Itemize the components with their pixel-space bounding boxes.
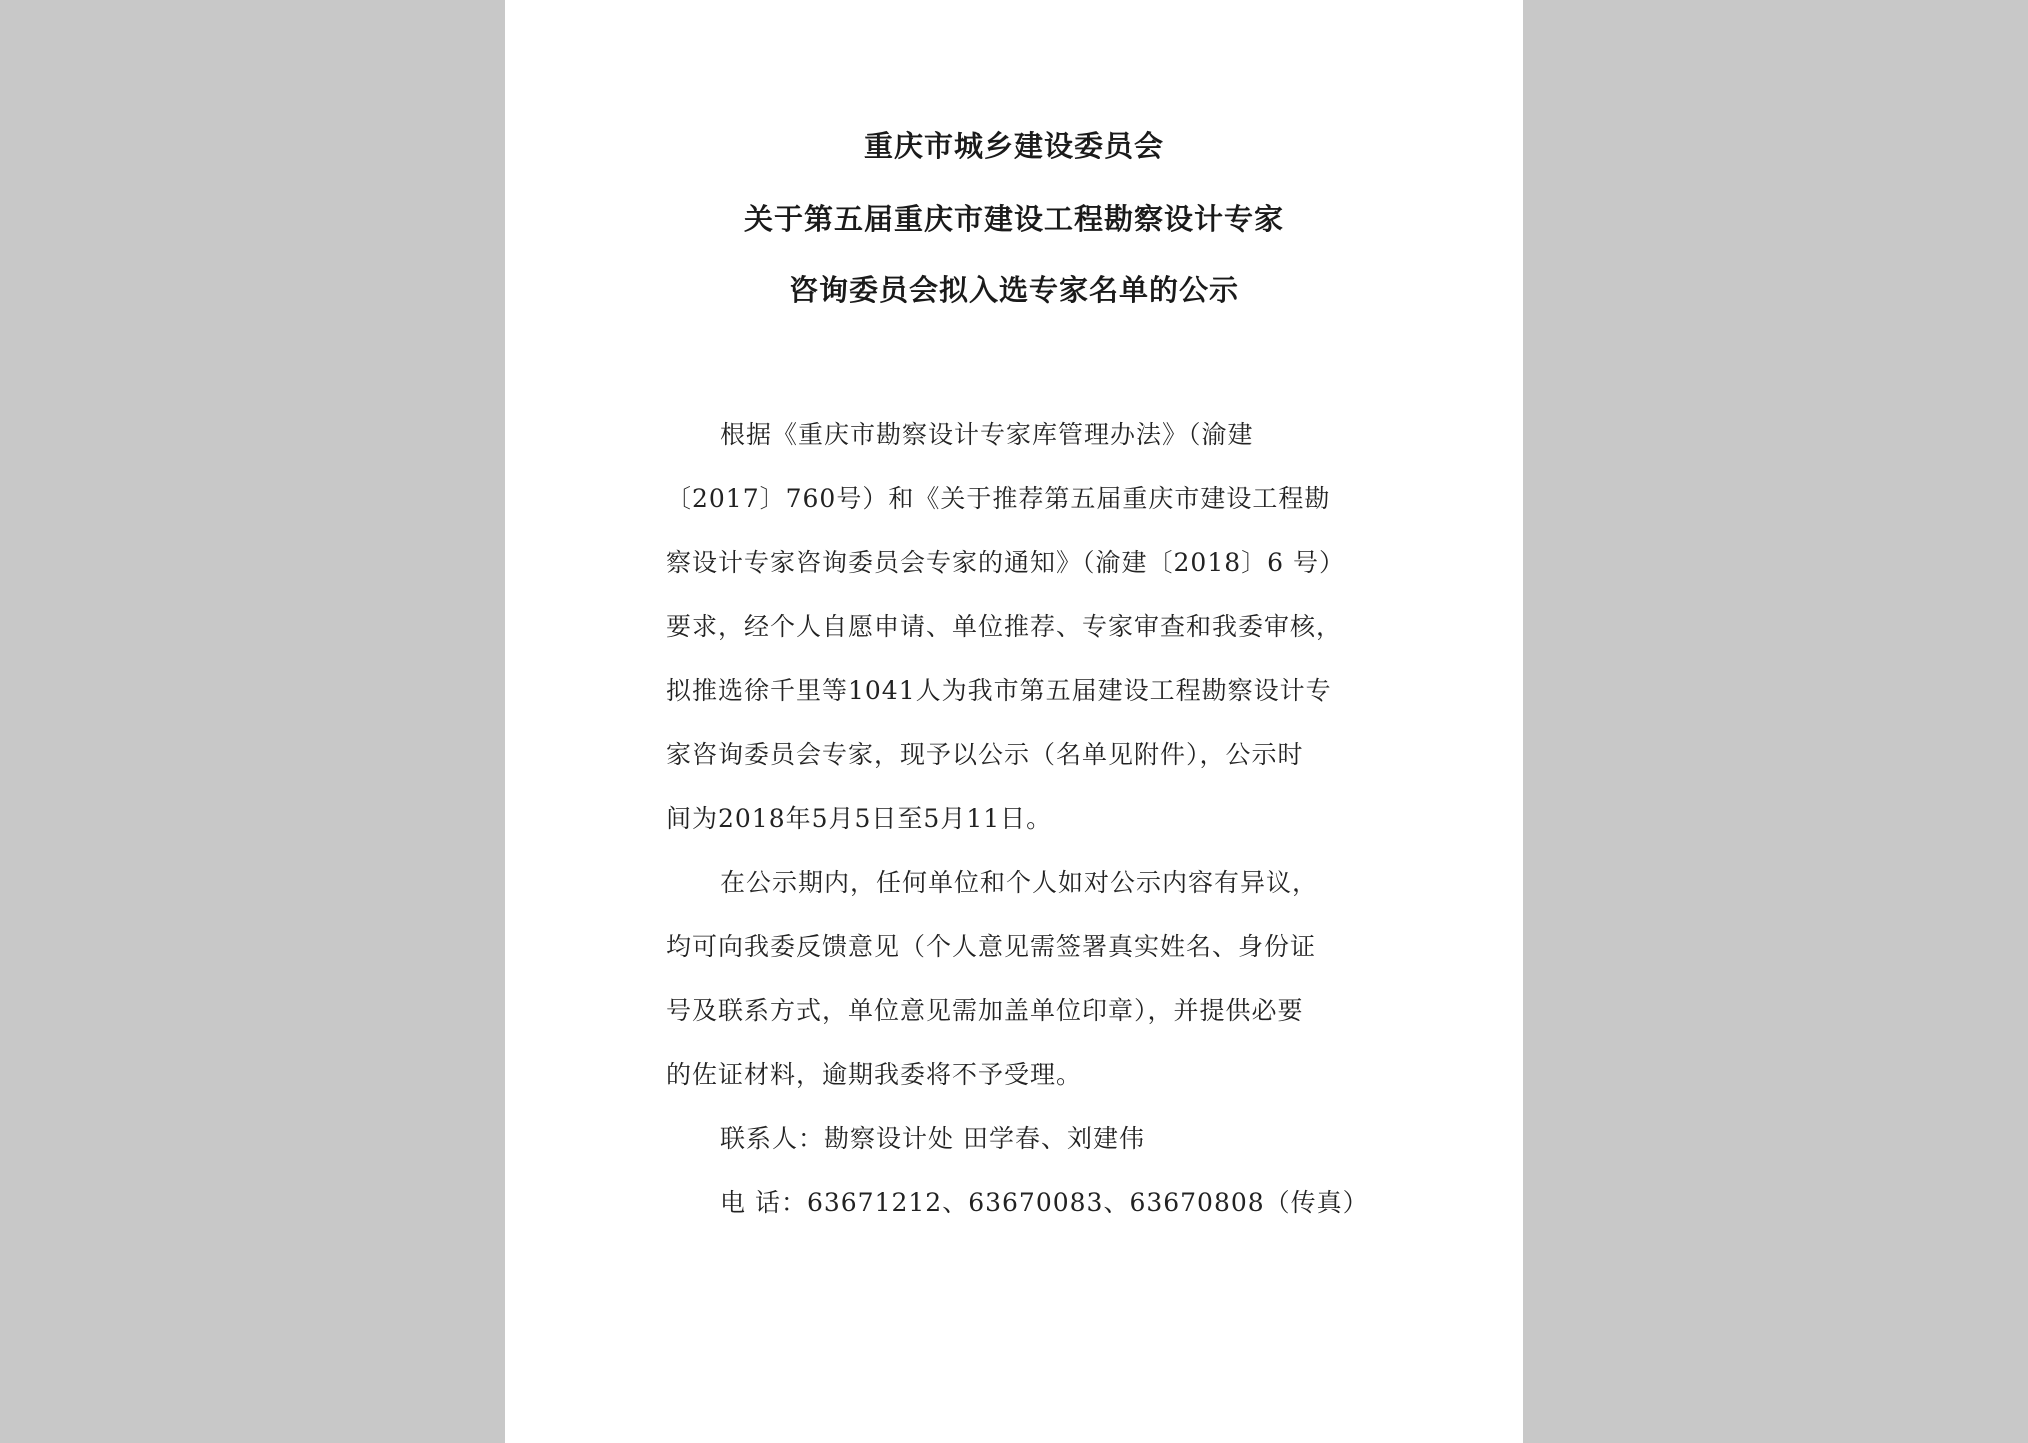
- title-line-1: 重庆市城乡建设委员会: [863, 129, 1164, 163]
- phone-line: 电 话：63671212、63670083、63670808（传真）: [720, 1188, 1369, 1217]
- body-line: 察设计专家咨询委员会专家的通知》（渝建〔2018〕6 号）: [666, 548, 1345, 577]
- body-line: 根据《重庆市勘察设计专家库管理办法》（渝建: [720, 420, 1254, 449]
- document-page: [505, 0, 1523, 1443]
- body-line: 家咨询委员会专家，现予以公示（名单见附件），公示时: [666, 740, 1304, 769]
- body-line: 均可向我委反馈意见（个人意见需签署真实姓名、身份证: [666, 932, 1317, 961]
- body-line: 〔2017〕760号）和《关于推荐第五届重庆市建设工程勘: [666, 484, 1331, 513]
- body-line: 的佐证材料，逾期我委将不予受理。: [666, 1060, 1083, 1089]
- title-line-3: 咨询委员会拟入选专家名单的公示: [788, 273, 1239, 307]
- body-line: 在公示期内，任何单位和个人如对公示内容有异议，: [720, 868, 1319, 897]
- body-line: 号及联系方式，单位意见需加盖单位印章），并提供必要: [666, 996, 1304, 1025]
- contact-line: 联系人：勘察设计处 田学春、刘建伟: [720, 1124, 1145, 1153]
- body-line: 间为2018年5月5日至5月11日。: [666, 804, 1053, 833]
- title-line-2: 关于第五届重庆市建设工程勘察设计专家: [743, 202, 1284, 236]
- body-line: 拟推选徐千里等1041人为我市第五届建设工程勘察设计专: [666, 676, 1332, 705]
- body-line: 要求，经个人自愿申请、单位推荐、专家审查和我委审核，: [666, 612, 1343, 641]
